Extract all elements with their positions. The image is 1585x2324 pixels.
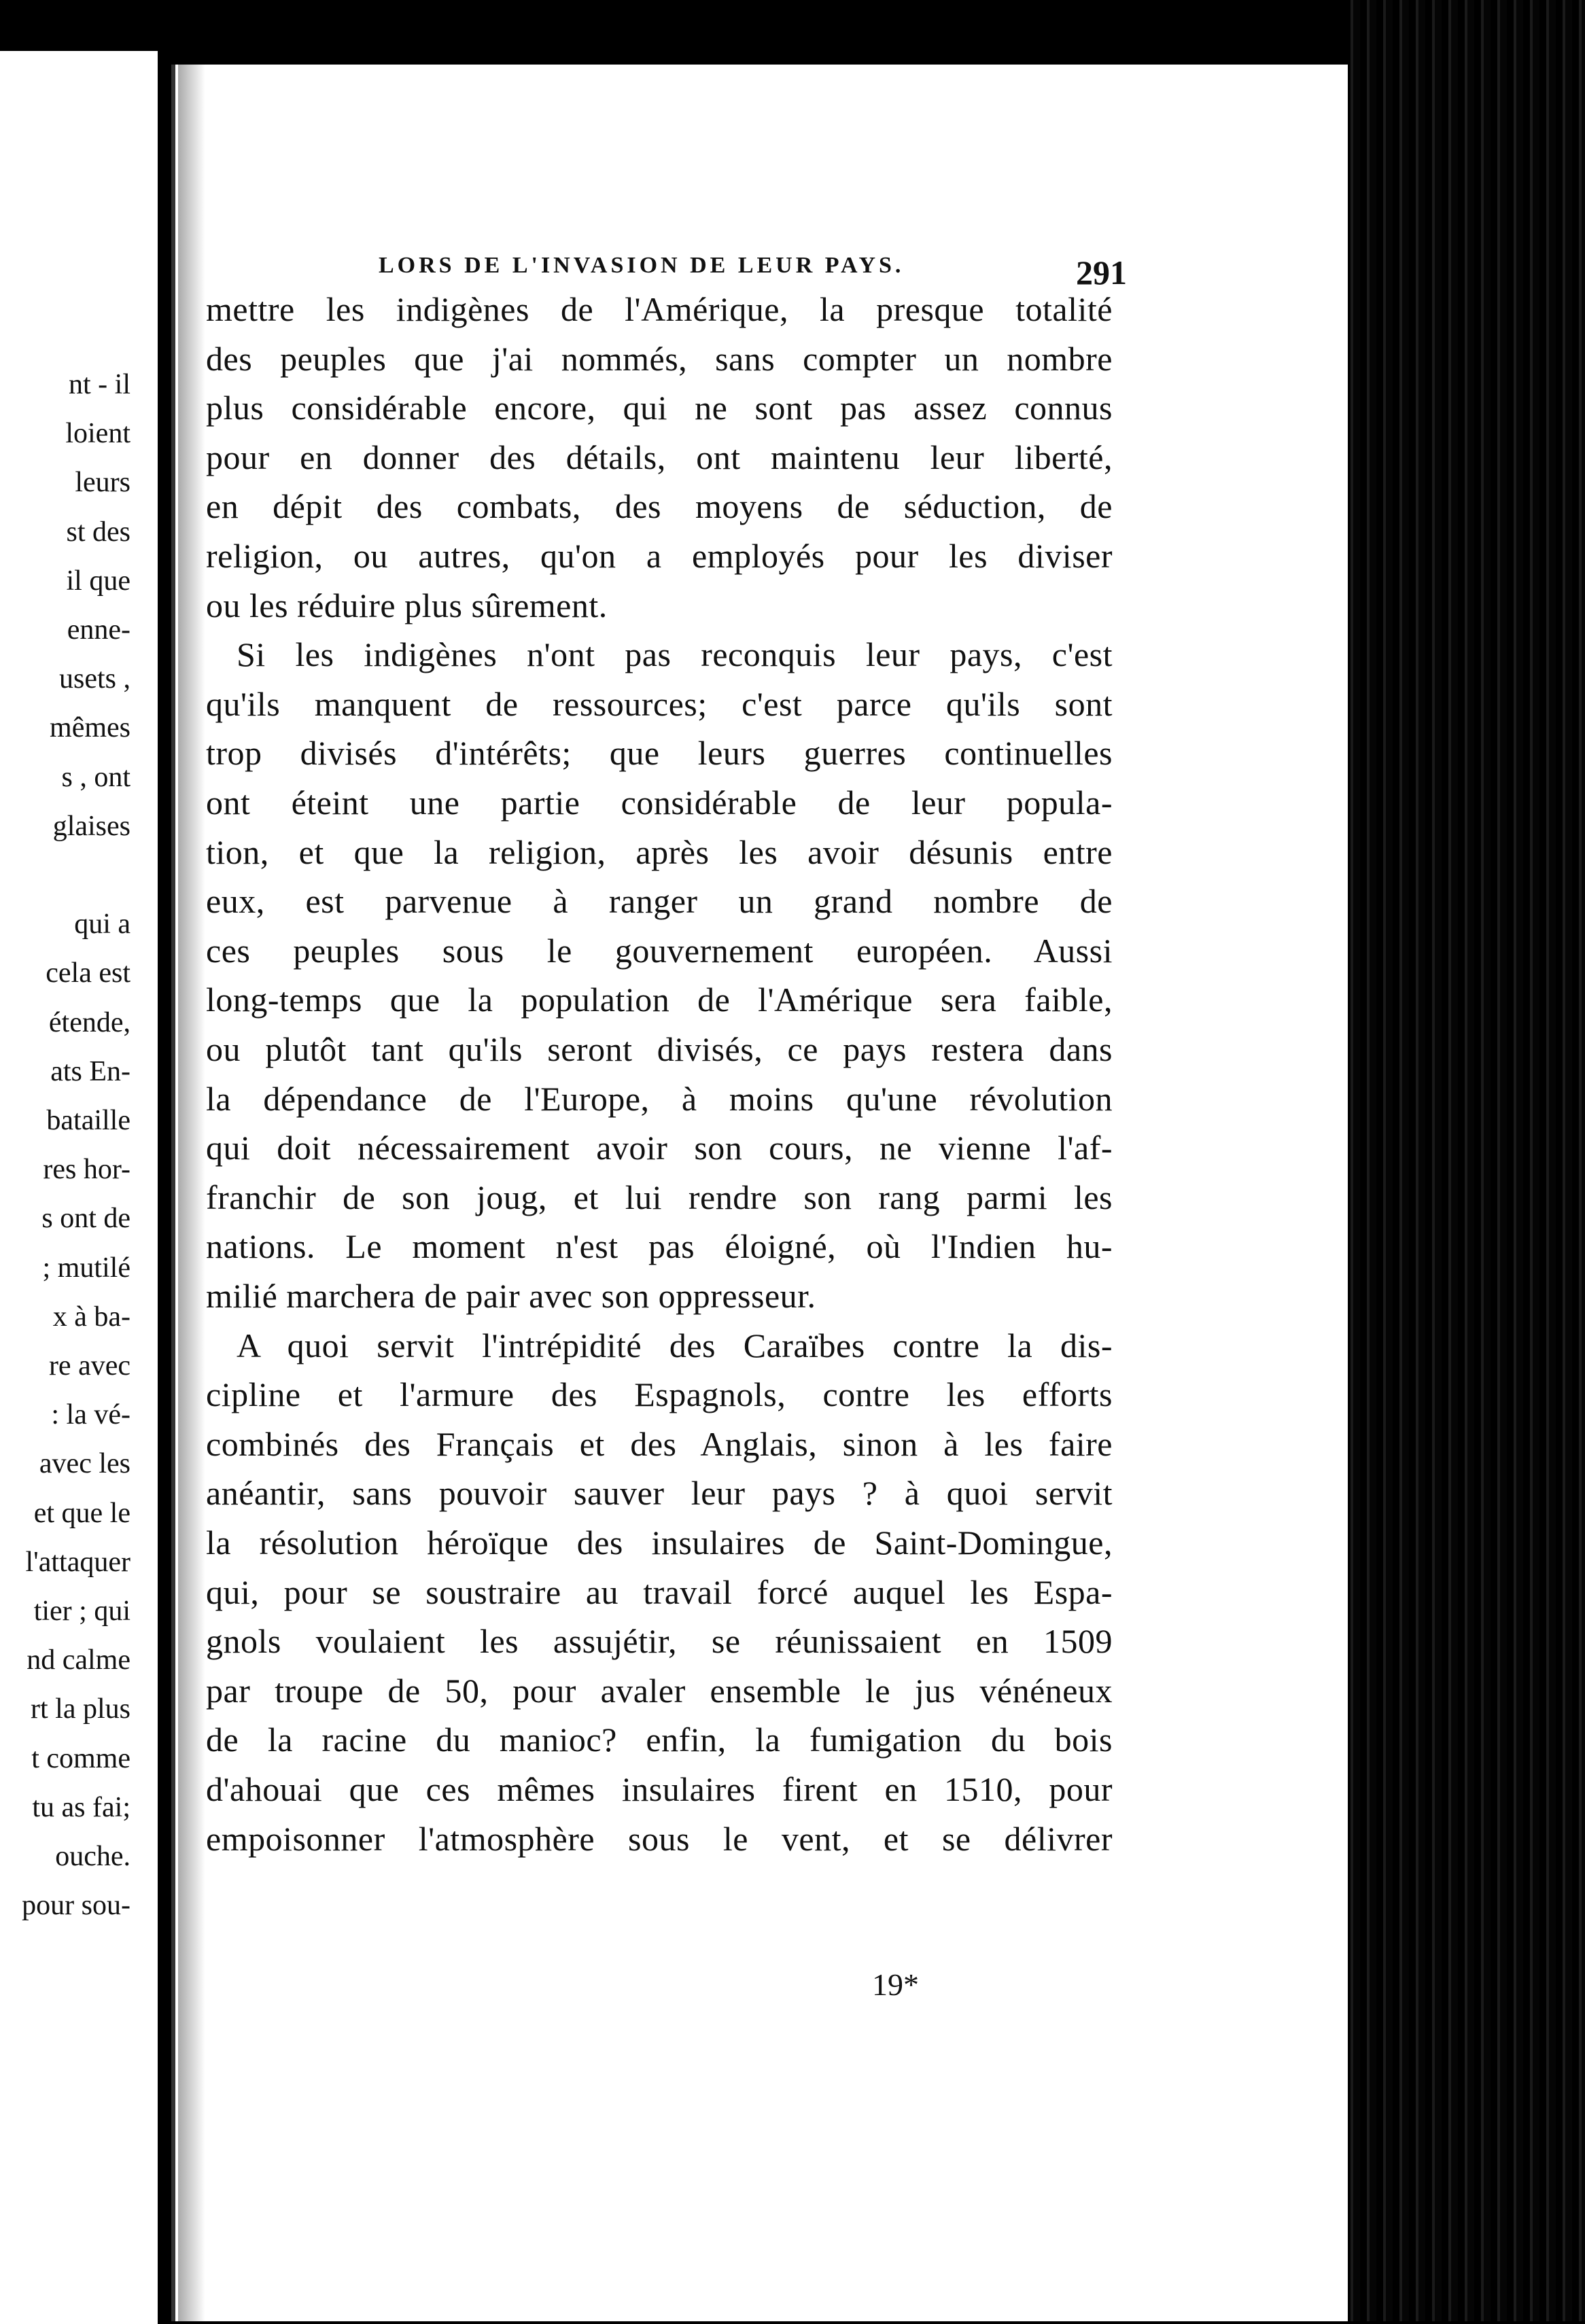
previous-page-line: tu as fai; <box>32 1791 130 1823</box>
previous-page-line: re avec <box>48 1350 130 1381</box>
previous-page-line: étende, <box>48 1006 130 1038</box>
text-line: empoisonner l'atmosphère sous le vent, et se délivrer <box>206 1819 1113 1858</box>
text-line: des peuples que j'ai nommés, sans compter un nombre <box>206 339 1113 378</box>
previous-page-line: loient <box>65 418 130 450</box>
previous-page-line: pour sou- <box>22 1890 130 1922</box>
text-line: de la racine du manioc? enfin, la fumigation du bois <box>206 1721 1113 1759</box>
previous-page-line: nt - il <box>69 369 130 400</box>
text-line: qui, pour se soustraire au travail forcé auquel les Espa- <box>206 1572 1113 1611</box>
text-line: par troupe de 50, pour avaler ensemble le jus vénéneux <box>206 1671 1113 1710</box>
text-line: Si les indigènes n'ont pas reconquis leur pays, c'est <box>237 635 1113 674</box>
text-line: long-temps que la population de l'Amérique sera faible, <box>206 981 1113 1019</box>
text-line: d'ahouai que ces mêmes insulaires firent en 1510, pour <box>206 1770 1113 1808</box>
text-line: cipline et l'armure des Espagnols, contre les efforts <box>206 1375 1113 1414</box>
text-line: mettre les indigènes de l'Amérique, la presque totalité <box>206 290 1113 328</box>
text-line: qui doit nécessairement avoir son cours, ne vienne l'af- <box>206 1129 1113 1167</box>
previous-page-line: st des <box>66 516 130 548</box>
previous-page-line: bataille <box>46 1105 130 1136</box>
text-line: la dépendance de l'Europe, à moins qu'une révolution <box>206 1079 1113 1118</box>
text-line: tion, et que la religion, après les avoir désunis entre <box>206 832 1113 871</box>
previous-page-line: avec les <box>39 1448 130 1480</box>
previous-page-line: : la vé- <box>51 1399 130 1431</box>
text-line: franchir de son joug, et lui rendre son rang parmi les <box>206 1178 1113 1216</box>
text-line: A quoi servit l'intrépidité des Caraïbes contre la dis- <box>237 1326 1113 1365</box>
previous-page-line: mêmes <box>50 712 130 744</box>
previous-page-line: nd calme <box>27 1644 130 1676</box>
previous-page-line: ouche. <box>55 1841 130 1872</box>
previous-page-line: usets , <box>59 663 130 695</box>
text-line: milié marchera de pair avec son oppresseur. <box>206 1277 816 1315</box>
previous-page-fragment <box>0 51 158 2324</box>
text-line: trop divisés d'intérêts; que leurs guerres continuelles <box>206 734 1113 773</box>
previous-page-line: glaises <box>52 810 130 842</box>
previous-page-line: ; mutilé <box>42 1252 130 1284</box>
previous-page-line: ats En- <box>50 1055 130 1087</box>
text-line: anéantir, sans pouvoir sauver leur pays ? à quoi servit <box>206 1474 1113 1513</box>
previous-page-line: et que le <box>33 1497 130 1529</box>
previous-page-line: enne- <box>67 614 130 646</box>
signature-mark: 19* <box>872 1967 919 2002</box>
text-line: gnols voulaient les assujétir, se réunissaient en 1509 <box>206 1622 1113 1661</box>
previous-page-line: s ont de <box>41 1203 130 1235</box>
binding-gutter <box>158 0 171 2321</box>
page-block-edge <box>1344 0 1585 2321</box>
previous-page-line: qui a <box>74 909 130 940</box>
text-line: ou plutôt tant qu'ils seront divisés, ce pays restera dans <box>206 1030 1113 1068</box>
text-line: pour en donner des détails, ont maintenu leur liberté, <box>206 438 1113 476</box>
text-line: eux, est parvenue à ranger un grand nombre de <box>206 882 1113 921</box>
previous-page-line: t comme <box>31 1742 130 1774</box>
page-number: 291 <box>1076 253 1127 292</box>
text-line: la résolution héroïque des insulaires de Saint-Domingue, <box>206 1524 1113 1562</box>
previous-page-line: tier ; qui <box>33 1596 130 1627</box>
previous-page-line: l'attaquer <box>25 1546 130 1578</box>
text-line: plus considérable encore, qui ne sont pas assez connus <box>206 389 1113 427</box>
text-line: nations. Le moment n'est pas éloigné, où l'Indien hu- <box>206 1227 1113 1266</box>
text-line: ont éteint une partie considérable de leur popula- <box>206 784 1113 822</box>
text-line: religion, ou autres, qu'on a employés pour les diviser <box>206 537 1113 575</box>
text-line: ces peuples sous le gouvernement européen. Aussi <box>206 931 1113 970</box>
text-line: qu'ils manquent de ressources; c'est parce qu'ils sont <box>206 684 1113 723</box>
previous-page-line: leurs <box>75 467 130 499</box>
previous-page-line: il que <box>66 565 130 597</box>
text-line: combinés des Français et des Anglais, sinon à les faire <box>206 1424 1113 1463</box>
text-line: ou les réduire plus sûrement. <box>206 586 608 624</box>
previous-page-line: s , ont <box>61 761 130 793</box>
previous-page-line: cela est <box>46 957 130 989</box>
previous-page-line: rt la plus <box>31 1693 130 1725</box>
text-line: en dépit des combats, des moyens de séduction, de <box>206 487 1113 526</box>
previous-page-line: res hor- <box>43 1154 130 1186</box>
previous-page-line: x à ba- <box>52 1301 130 1333</box>
running-title: LORS DE L'INVASION DE LEUR PAYS. <box>379 253 905 278</box>
